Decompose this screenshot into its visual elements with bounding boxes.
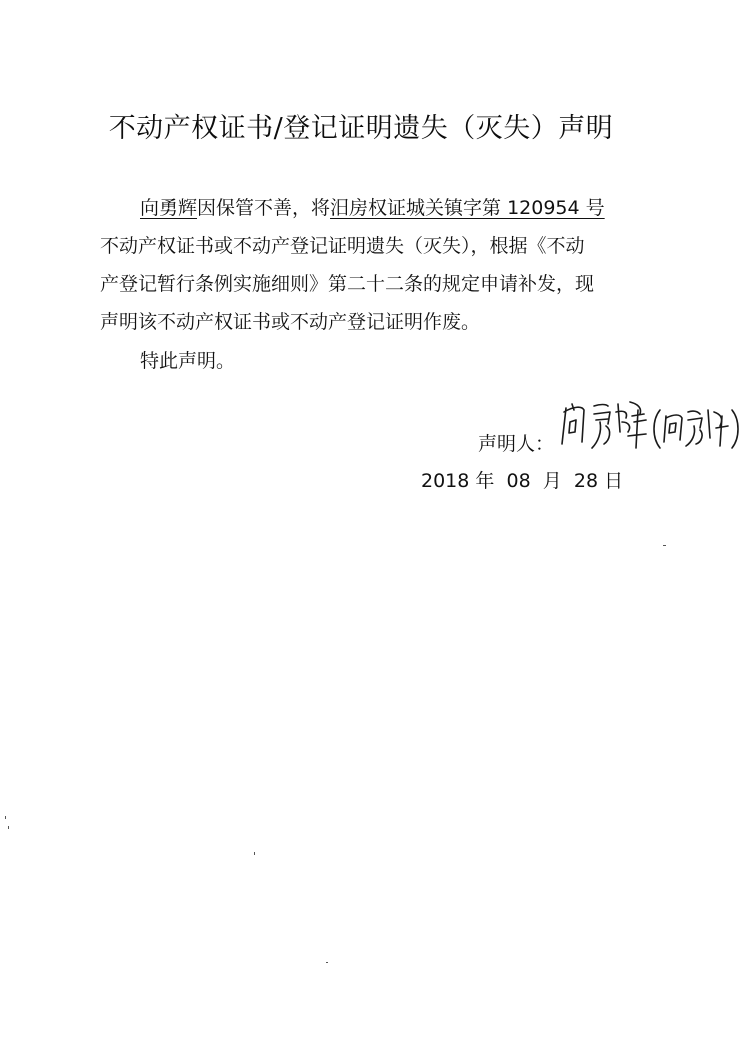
declaration-paragraph xyxy=(100,189,640,341)
declaration-date xyxy=(421,466,623,493)
date-year-unit: 年 xyxy=(475,470,495,492)
scan-speck xyxy=(326,962,328,963)
date-day-unit: 日 xyxy=(604,470,624,492)
scan-speck xyxy=(254,852,255,855)
declarant-label: 声明人： xyxy=(478,433,555,455)
scan-speck xyxy=(5,816,6,819)
paragraph-text-1: 因保管不善，将 xyxy=(197,197,331,219)
document-title: 不动产权证书/登记证明遗失（灭失）声明 xyxy=(108,113,614,144)
closing-statement: 特此声明。 xyxy=(140,350,236,372)
paragraph-line-1 xyxy=(100,189,640,227)
date-month-unit: 月 xyxy=(542,470,562,492)
date-month: 08 xyxy=(506,470,531,492)
handwritten-signature xyxy=(548,392,744,462)
paragraph-line-2: 不动产权证书或不动产登记证明遗失（灭失），根据《不动 xyxy=(100,235,585,257)
paragraph-line-3: 产登记暂行条例实施细则》第二十二条的规定申请补发，现 xyxy=(100,273,595,295)
scan-speck xyxy=(663,545,666,546)
date-year: 2018 xyxy=(421,470,470,492)
scan-speck xyxy=(8,826,9,829)
certificate-number: 汨房权证城关镇字第 120954 号 xyxy=(330,197,605,219)
paragraph-line-4: 声明该不动产权证书或不动产登记证明作废。 xyxy=(100,311,481,333)
date-day: 28 xyxy=(573,470,599,492)
person-name: 向勇辉 xyxy=(140,197,198,219)
